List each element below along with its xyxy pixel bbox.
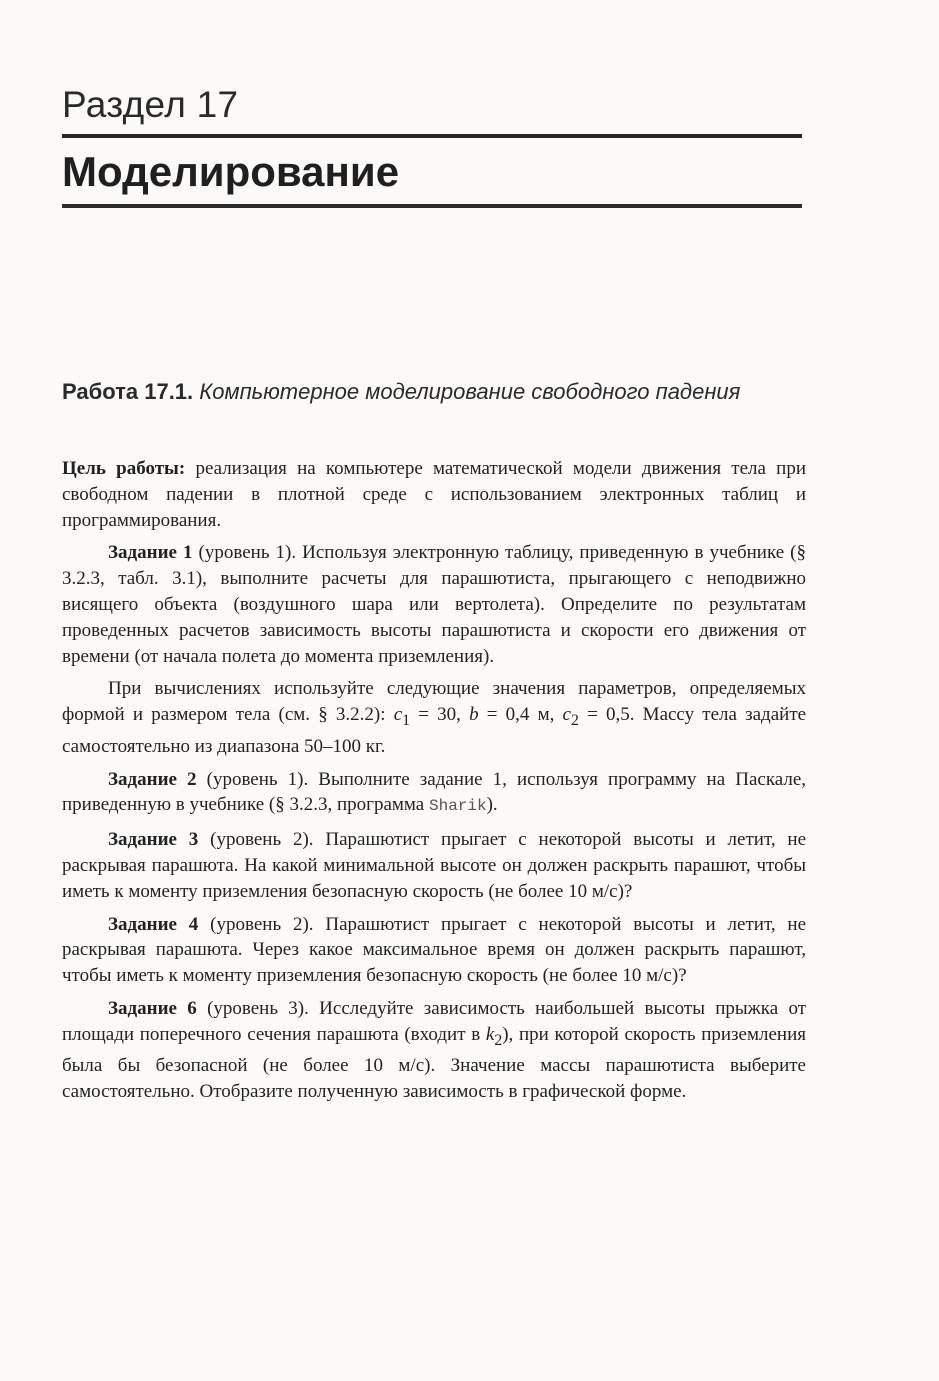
params-text-1: При вычислениях используйте следующие значения параметров, определяемых формой и размером тела (см. § 3.2.2): bbox=[62, 678, 806, 726]
task6-text-2: ), при которой скорость приземления была бы безопасной (не более 10 м/с). Значение массы парашютиста выберите самостоятельно. Отобразите полученную зависимость в графической форме. bbox=[62, 1023, 807, 1103]
goal-text: реализация на компьютере математической модели движения тела при свободном падении в плотной среде с использованием электронных таблиц и программирования. bbox=[62, 458, 807, 531]
goal-label: Цель работы: bbox=[62, 458, 186, 479]
params-text-2: Массу тела задайте самостоятельно из диапазона 50–100 кг. bbox=[62, 704, 807, 757]
heading-rule-bottom bbox=[62, 204, 802, 208]
work-number: Работа 17.1. bbox=[62, 379, 194, 404]
b-value: = 0,4 м, bbox=[486, 704, 555, 726]
task2-label: Задание 2 bbox=[108, 768, 197, 790]
work-title: Компьютерное моделирование свободного падения bbox=[199, 379, 741, 404]
heading-rule-top bbox=[62, 134, 802, 138]
c1-symbol: c bbox=[393, 704, 403, 726]
task2-text: (уровень 1). Выполните задание 1, используя программу на Паскале, приведенную в учебнике (§ 3.2.3, программа bbox=[62, 768, 807, 816]
chapter-title: Моделирование bbox=[62, 148, 400, 195]
body-text bbox=[62, 456, 806, 1112]
c1-value: = 30, bbox=[418, 704, 461, 726]
task4-text: (уровень 2). Парашютист прыгает с некоторой высоты и летит, не раскрывая парашюта. Через какое максимальное время он должен раскрыть парашют, чтобы иметь к моменту приземления безопасную скорость (не более 10 м/с)? bbox=[62, 913, 807, 987]
c2-value: = 0,5. bbox=[587, 704, 635, 726]
task2-paragraph bbox=[62, 767, 806, 821]
program-name: Sharik bbox=[428, 797, 487, 816]
params-paragraph bbox=[62, 676, 806, 759]
work-heading bbox=[62, 376, 742, 407]
task2-end: ). bbox=[486, 794, 498, 816]
task1-label: Задание 1 bbox=[108, 542, 193, 564]
task6-label: Задание 6 bbox=[108, 997, 197, 1019]
task6-text-1: (уровень 3). Исследуйте зависимость наибольшей высоты прыжка от площади поперечного сечения парашюта (входит в bbox=[62, 997, 807, 1045]
b-symbol: b bbox=[469, 704, 479, 726]
task4-label: Задание 4 bbox=[108, 913, 199, 935]
c2-symbol: c bbox=[562, 704, 571, 726]
task4-paragraph bbox=[62, 912, 806, 989]
task6-paragraph bbox=[62, 996, 806, 1105]
task3-label: Задание 3 bbox=[108, 829, 199, 851]
goal-paragraph bbox=[62, 456, 806, 533]
k-subscript: 2 bbox=[494, 1031, 503, 1049]
k-symbol: k bbox=[485, 1023, 495, 1045]
task3-paragraph bbox=[62, 827, 806, 904]
task1-paragraph bbox=[62, 540, 806, 669]
c2-subscript: 2 bbox=[570, 711, 579, 729]
task3-text: (уровень 2). Парашютист прыгает с некоторой высоты и летит, не раскрывая парашюта. На какой минимальной высоте он должен раскрыть парашют, чтобы иметь к моменту приземления безопасную скорость (не более 10 м/с)? bbox=[62, 829, 807, 902]
section-label: Раздел 17 bbox=[62, 84, 239, 125]
c1-subscript: 1 bbox=[402, 711, 411, 729]
task1-text: (уровень 1). Используя электронную таблицу, приведенную в учебнике (§ 3.2.3, табл. 3.1), выполните расчеты для парашютиста, прыгающего с неподвижно висящего объекта (воздушного шара или вертолета). Определите по результатам проведенных расчетов зависимость высоты парашютиста и скорости его движения от времени (от начала полета до момента приземления). bbox=[62, 542, 806, 667]
